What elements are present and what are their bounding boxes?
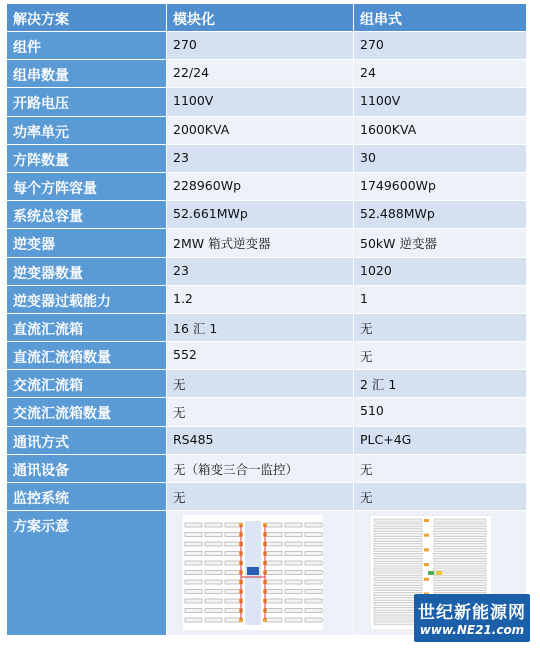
pv-panel-row: [305, 599, 322, 603]
pv-panel-row: [305, 590, 322, 594]
string-value: 1100V: [354, 88, 526, 116]
pv-panel-row: [434, 568, 486, 571]
pv-panel-row: [265, 542, 282, 546]
pv-panel-row: [185, 533, 202, 537]
string-value: 52.488MWp: [354, 201, 526, 229]
row-label: 组串数量: [7, 60, 167, 88]
modular-value: 无: [167, 370, 354, 398]
pv-panel-row: [265, 590, 282, 594]
modular-value: 23: [167, 258, 354, 286]
pv-panel-row: [374, 573, 422, 576]
pv-panel-row: [434, 544, 486, 547]
modular-diagram-cell: [167, 511, 354, 636]
pv-panel-row: [374, 524, 422, 527]
string-value: 50kW 逆变器: [354, 229, 526, 257]
pv-panel-row: [285, 533, 302, 537]
pv-panel-row: [285, 552, 302, 556]
pv-panel-row: [185, 561, 202, 565]
table-row: [7, 32, 526, 60]
watermark-logo: [414, 594, 530, 642]
table-row: [7, 427, 526, 455]
table-row: [7, 398, 526, 426]
pv-panel-row: [374, 578, 422, 581]
row-label: 组件: [7, 32, 167, 60]
pv-panel-row: [265, 561, 282, 565]
pv-panel-row: [305, 561, 322, 565]
modular-layout-diagram: [183, 515, 323, 630]
row-label: 直流汇流箱: [7, 314, 167, 342]
pv-panel-row: [285, 609, 302, 613]
pv-panel-row: [285, 523, 302, 527]
pv-panel-row: [205, 571, 222, 575]
pv-panel-row: [374, 588, 422, 591]
row-label: 逆变器过载能力: [7, 286, 167, 314]
pv-panel-row: [265, 571, 282, 575]
pv-panel-row: [265, 618, 282, 622]
pv-panel-row: [205, 599, 222, 603]
modular-value: 16 汇 1: [167, 314, 354, 342]
modular-value: 2MW 箱式逆变器: [167, 229, 354, 257]
modular-value: 552: [167, 342, 354, 370]
pv-panel-row: [305, 571, 322, 575]
pv-panel-row: [374, 539, 422, 542]
pv-panel-row: [434, 588, 486, 591]
pv-panel-row: [434, 583, 486, 586]
pv-panel-row: [205, 561, 222, 565]
pv-panel-row: [434, 563, 486, 566]
row-label: 系统总容量: [7, 201, 167, 229]
inverter-box: [247, 567, 259, 575]
row-label: 逆变器数量: [7, 258, 167, 286]
string-inverter: [424, 549, 429, 552]
table-header: [7, 4, 526, 32]
string-value: PLC+4G: [354, 427, 526, 455]
modular-value: 23: [167, 145, 354, 173]
modular-value: 无: [167, 398, 354, 426]
modular-value: 无: [167, 483, 354, 511]
string-value: 1020: [354, 258, 526, 286]
pv-panel-row: [374, 563, 422, 566]
modular-value: 2000KVA: [167, 117, 354, 145]
string-inverter: [424, 563, 429, 566]
pv-panel-row: [374, 544, 422, 547]
watermark-en: www.NE21.com: [419, 623, 525, 637]
pv-panel-row: [265, 552, 282, 556]
string-value: 无: [354, 483, 526, 511]
pv-panel-row: [305, 552, 322, 556]
pv-panel-row: [285, 542, 302, 546]
string-value: 2 汇 1: [354, 370, 526, 398]
pv-panel-row: [434, 539, 486, 542]
pv-panel-row: [185, 552, 202, 556]
pv-panel-row: [205, 552, 222, 556]
pv-panel-row: [374, 519, 422, 522]
table-row: [7, 258, 526, 286]
modular-value: 52.661MWp: [167, 201, 354, 229]
pv-panel-row: [374, 529, 422, 532]
pv-panel-row: [374, 534, 422, 537]
pv-panel-row: [374, 558, 422, 561]
string-value: 24: [354, 60, 526, 88]
pv-panel-row: [265, 523, 282, 527]
modular-value: 22/24: [167, 60, 354, 88]
modular-value: 228960Wp: [167, 173, 354, 201]
pv-panel-row: [434, 578, 486, 581]
string-value: 270: [354, 32, 526, 60]
modular-value: 无（箱变三合一监控）: [167, 455, 354, 483]
ac-combiner: [428, 571, 434, 575]
pv-panel-row: [285, 571, 302, 575]
pv-panel-row: [265, 609, 282, 613]
pv-panel-row: [434, 549, 486, 552]
string-value: 无: [354, 455, 526, 483]
modular-value: RS485: [167, 427, 354, 455]
table-row: [7, 286, 526, 314]
pv-panel-row: [185, 571, 202, 575]
row-label: 监控系统: [7, 483, 167, 511]
table-row: [7, 88, 526, 116]
pv-panel-row: [265, 599, 282, 603]
row-label: 交流汇流箱: [7, 370, 167, 398]
pv-panel-row: [285, 590, 302, 594]
string-inverter: [424, 519, 429, 522]
pv-panel-row: [305, 533, 322, 537]
pv-panel-row: [205, 533, 222, 537]
row-label: 逆变器: [7, 229, 167, 257]
watermark-cn: 世纪新能源网: [418, 603, 526, 623]
pv-panel-row: [185, 618, 202, 622]
table-row: [7, 370, 526, 398]
row-label: 开路电压: [7, 88, 167, 116]
table-row: [7, 229, 526, 257]
pv-panel-row: [185, 542, 202, 546]
modular-value: 1100V: [167, 88, 354, 116]
pv-panel-row: [434, 529, 486, 532]
pv-panel-row: [434, 534, 486, 537]
header-solution: 解决方案: [7, 4, 167, 32]
pv-panel-row: [305, 580, 322, 584]
table-row: [7, 483, 526, 511]
pv-panel-row: [265, 580, 282, 584]
pv-panel-row: [185, 609, 202, 613]
pv-panel-row: [205, 609, 222, 613]
string-value: 无: [354, 314, 526, 342]
row-label: 直流汇流箱数量: [7, 342, 167, 370]
string-value: 无: [354, 342, 526, 370]
table-row: [7, 145, 526, 173]
pv-panel-row: [285, 599, 302, 603]
pv-panel-row: [434, 558, 486, 561]
pv-panel-row: [305, 523, 322, 527]
table-row: [7, 117, 526, 145]
pv-panel-row: [305, 609, 322, 613]
pv-panel-row: [285, 618, 302, 622]
pv-panel-row: [434, 553, 486, 556]
string-value: 510: [354, 398, 526, 426]
pv-panel-row: [285, 580, 302, 584]
pv-panel-row: [374, 549, 422, 552]
header-string: 组串式: [354, 4, 526, 32]
pv-panel-row: [185, 599, 202, 603]
pv-panel-row: [305, 618, 322, 622]
modular-value: 270: [167, 32, 354, 60]
row-label: 通讯设备: [7, 455, 167, 483]
table-row: [7, 314, 526, 342]
pv-panel-row: [434, 524, 486, 527]
pv-panel-row: [265, 533, 282, 537]
string-value: 1: [354, 286, 526, 314]
pv-panel-row: [285, 561, 302, 565]
row-label: 通讯方式: [7, 427, 167, 455]
row-label: 交流汇流箱数量: [7, 398, 167, 426]
row-label: 功率单元: [7, 117, 167, 145]
table-row: [7, 455, 526, 483]
row-label: 每个方阵容量: [7, 173, 167, 201]
pv-panel-row: [205, 523, 222, 527]
row-label: 方阵数量: [7, 145, 167, 173]
header-modular: 模块化: [167, 4, 354, 32]
string-inverter: [424, 534, 429, 537]
modular-value: 1.2: [167, 286, 354, 314]
pv-panel-row: [185, 580, 202, 584]
pv-panel-row: [374, 553, 422, 556]
pv-panel-row: [305, 542, 322, 546]
table-row: [7, 173, 526, 201]
pv-panel-row: [374, 583, 422, 586]
pv-panel-row: [205, 590, 222, 594]
string-value: 1600KVA: [354, 117, 526, 145]
table-row: [7, 342, 526, 370]
pv-panel-row: [374, 568, 422, 571]
string-inverter: [424, 578, 429, 581]
pv-panel-row: [185, 590, 202, 594]
pv-panel-row: [205, 580, 222, 584]
table-row: [7, 60, 526, 88]
string-value: 30: [354, 145, 526, 173]
row-label: 方案示意: [7, 511, 167, 636]
comparison-table: [7, 4, 526, 636]
pv-panel-row: [205, 618, 222, 622]
table-row: [7, 201, 526, 229]
pv-panel-row: [185, 523, 202, 527]
pv-panel-row: [434, 519, 486, 522]
string-value: 1749600Wp: [354, 173, 526, 201]
pv-panel-row: [205, 542, 222, 546]
ac-combiner: [436, 571, 442, 575]
